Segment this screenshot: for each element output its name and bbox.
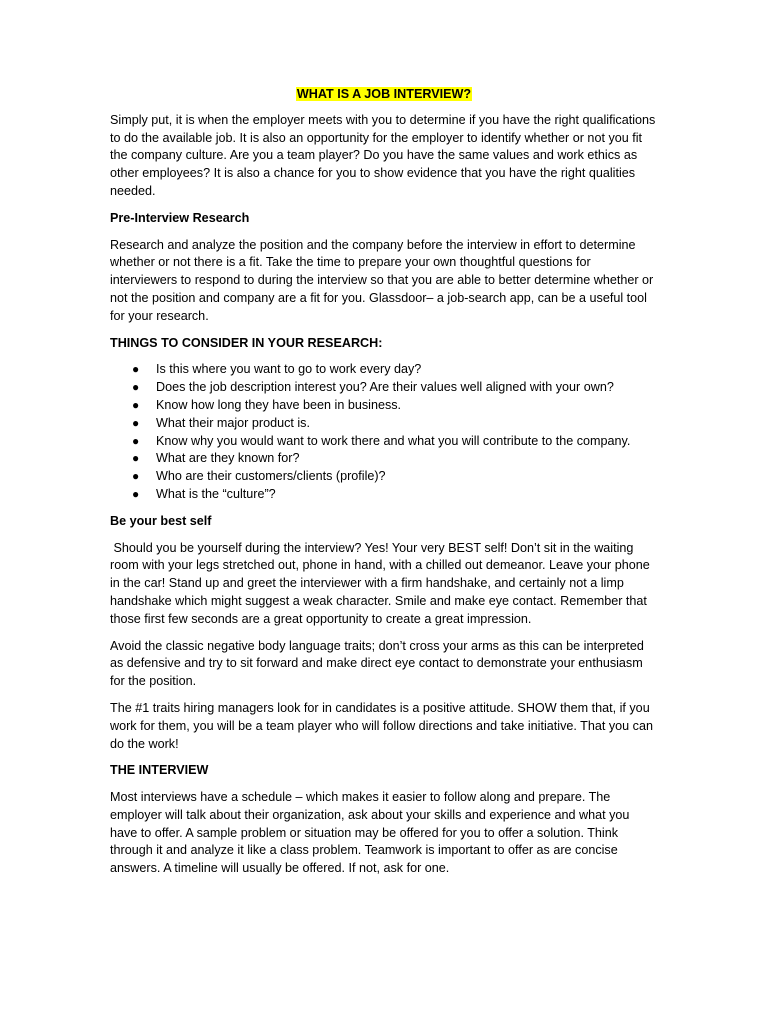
pre-interview-paragraph: Research and analyze the position and the company before the interview in effort to determine whether or not there is a fit. Take the time to prepare your own thoughtful questions for interviewers to respond to during the interview so that you are able to better determine whether or not the position and company are a fit for you. Glassdoor– a job-search app, can be a useful tool for your research. (110, 237, 654, 323)
list-item-text: What is the “culture”? (156, 486, 276, 501)
document-title: WHAT IS A JOB INTERVIEW? (296, 87, 472, 101)
list-item (110, 468, 658, 486)
best-self-paragraph-3: The #1 traits hiring managers look for in candidates is a positive attitude. SHOW them that, if you work for them, you will be a team player who will follow directions and take initiative. That you can do the work! (110, 700, 653, 751)
things-to-consider-heading: THINGS TO CONSIDER IN YOUR RESEARCH: (110, 335, 383, 350)
list-item (110, 397, 658, 415)
best-self-paragraph-1 (110, 540, 658, 629)
list-item-text: Is this where you want to go to work every day? (156, 362, 422, 377)
list-item (110, 433, 658, 451)
pre-interview-heading: Pre-Interview Research (110, 210, 250, 225)
list-item-text: Know how long they have been in business. (156, 397, 402, 412)
list-item (110, 450, 658, 468)
list-item (110, 361, 658, 379)
bullet-icon: ● (132, 451, 140, 466)
list-item (110, 379, 658, 397)
list-item (110, 486, 658, 504)
bullet-icon: ● (132, 362, 140, 377)
document-page (110, 86, 658, 887)
intro-paragraph: Simply put, it is when the employer meets with you to determine if you have the right qualifications to do the available job. It is also an opportunity for the employer to identify whether or not you fit the company culture. Are you a team player? Do you have the same values and work ethics as other employees? It is also a chance for you to show evidence that you have the right qualities needed. (110, 112, 656, 198)
best-self-paragraph-1-text: Should you be yourself during the interview? Yes! Your very BEST self! Don’t sit in the waiting room with your legs stretched out, phone in hand, with a chilled out demeanor. Leave your phone in the car! Stand up and greet the interviewer with a firm handshake, and certainly not a limp handshake which might suggest a weak character. Smile and make eye contact. Remember that those first few seconds are a great opportunity to create a great impression. (110, 540, 650, 626)
best-self-paragraph-2: Avoid the classic negative body language traits; don’t cross your arms as this can be interpreted as defensive and try to sit forward and make direct eye contact to demonstrate your enthusiasm for the position. (110, 638, 644, 689)
list-item (110, 415, 658, 433)
bullet-icon: ● (132, 380, 140, 395)
list-item-text: Does the job description interest you? Are their values well aligned with your own? (156, 380, 614, 395)
interview-heading: THE INTERVIEW (110, 763, 209, 778)
list-item-text: What are they known for? (156, 451, 300, 466)
bullet-icon: ● (132, 469, 140, 484)
best-self-heading: Be your best self (110, 513, 212, 528)
bullet-icon: ● (132, 433, 140, 448)
list-item-text: Who are their customers/clients (profile)? (156, 469, 386, 484)
bullet-icon: ● (132, 397, 140, 412)
bullet-icon: ● (132, 415, 140, 430)
things-to-consider-list (110, 361, 658, 503)
bullet-icon: ● (132, 486, 140, 501)
title-container (110, 86, 658, 104)
list-item-text: Know why you would want to work there and what you will contribute to the company. (156, 433, 631, 448)
interview-paragraph: Most interviews have a schedule – which makes it easier to follow along and prepare. The employer will talk about their organization, ask about your skills and experience and what you have to offer. A sample problem or situation may be offered for you to offer a solution. Think through it and analyze it like a class problem. Teamwork is important to offer as are concise answers. A timeline will usually be offered. If not, ask for one. (110, 790, 630, 876)
list-item-text: What their major product is. (156, 415, 310, 430)
